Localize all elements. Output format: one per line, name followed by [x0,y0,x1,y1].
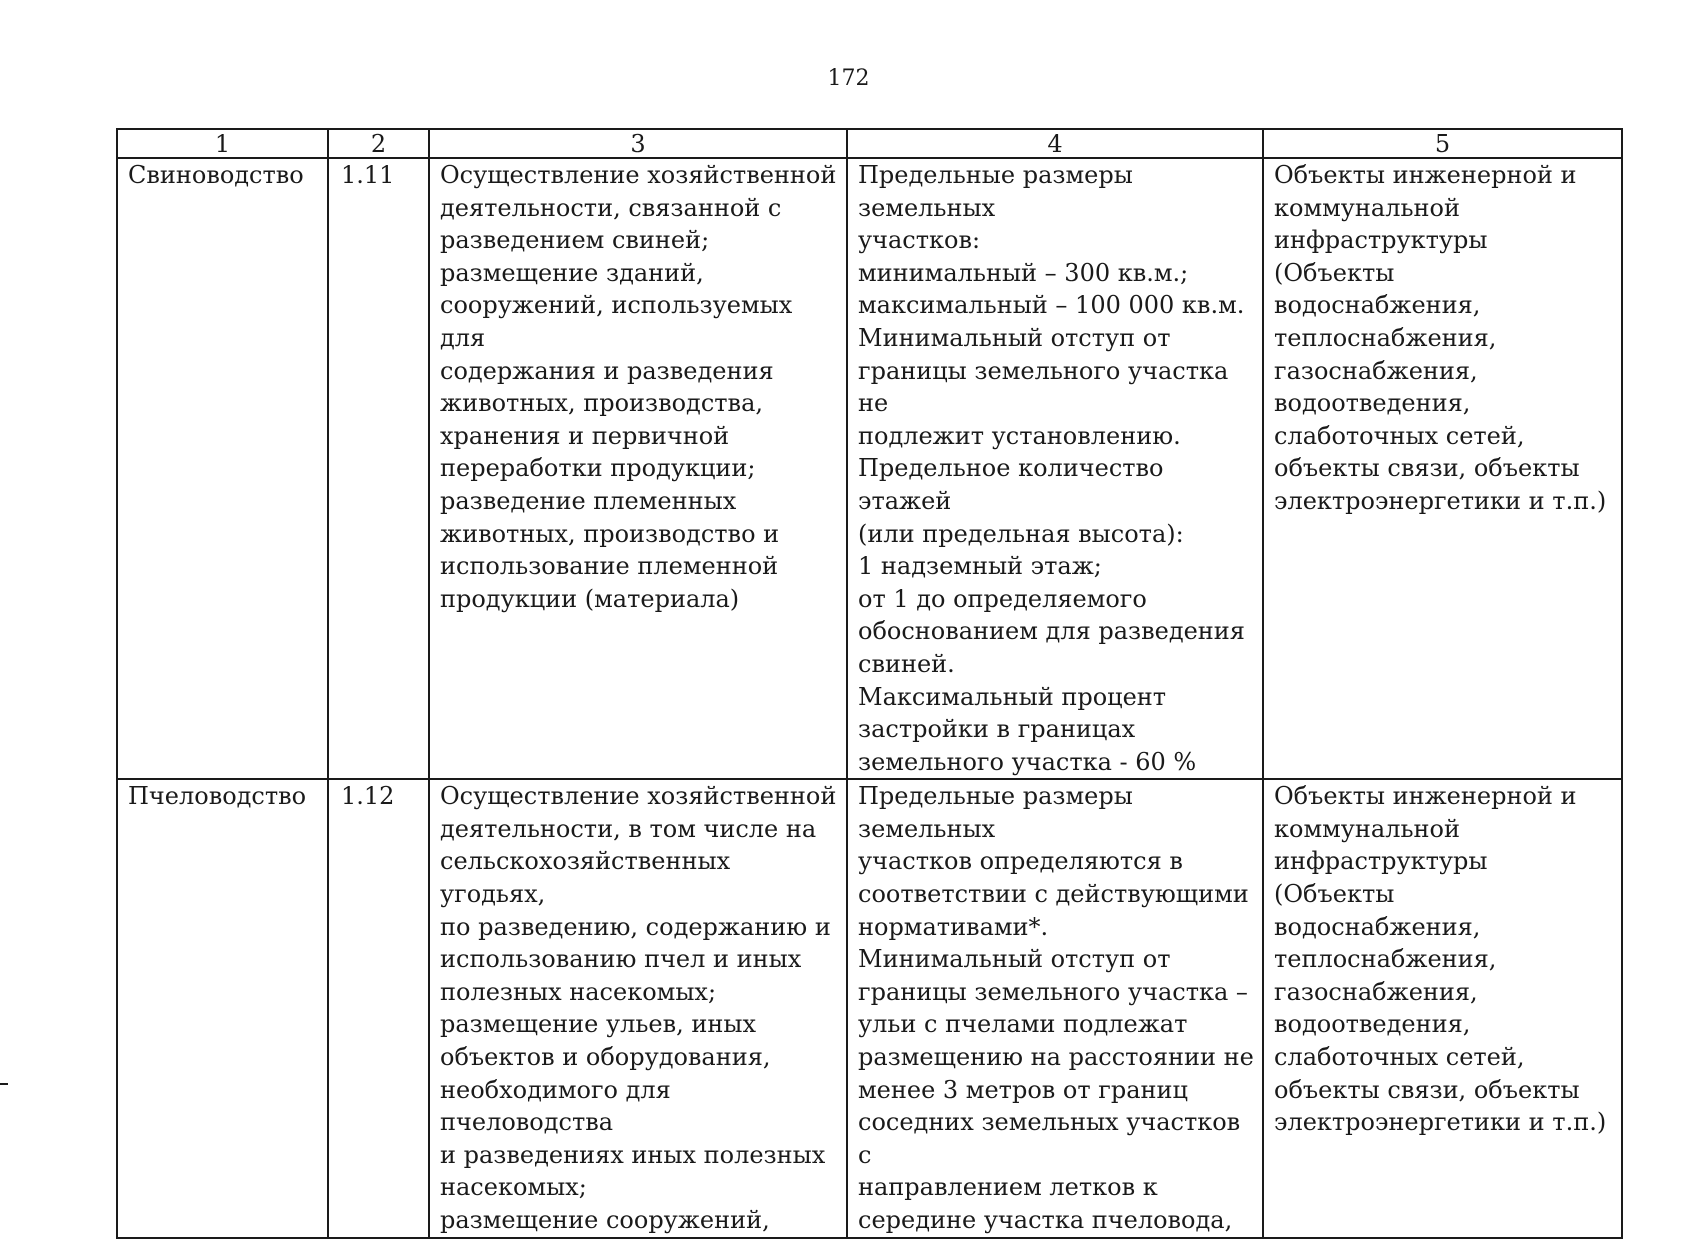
land-use-description-cell: Осуществление хозяйственной деятельности, в том числе на сельскохозяйственных угодьях, по разведению, содержанию и использованию пчел и иных полезных насекомых; размещение ульев, иных объектов и оборудования, необходимого для пчеловодства и разведениях иных полезных насекомых; размещение сооружений, [429,779,847,1237]
land-use-code-cell: 1.11 [328,158,429,779]
column-header-3: 3 [429,129,847,158]
column-header-5: 5 [1263,129,1622,158]
margin-mark [0,1083,8,1085]
land-use-name-cell: Пчеловодство [117,779,328,1237]
page-number: 172 [827,66,870,91]
column-header-4: 4 [847,129,1263,158]
column-header-1: 1 [117,129,328,158]
auxiliary-uses-cell: Объекты инженерной и коммунальной инфраструктуры (Объекты водоснабжения, теплоснабжения, газоснабжения, водоотведения, слаботочных сетей, объекты связи, объекты электроэнергетики и т.п.) [1263,158,1622,779]
land-use-parameters-cell: Предельные размеры земельных участков: минимальный – 300 кв.м.; максимальный – 100 000 кв.м. Минимальный отступ от границы земельного участка не подлежит установлению. Предельное количество этажей (или предельная высота): 1 надземный этаж; от 1 до определяемого обоснованием для разведения свиней. Максимальный процент застройки в границах земельного участка - 60 % [847,158,1263,779]
table-row [117,779,1622,1237]
land-use-name-cell: Свиноводство [117,158,328,779]
land-use-table [116,128,1623,1239]
column-header-2: 2 [328,129,429,158]
table-header-row [117,129,1622,158]
land-use-code-cell: 1.12 [328,779,429,1237]
table-row [117,158,1622,779]
land-use-description-cell: Осуществление хозяйственной деятельности, связанной с разведением свиней; размещение зданий, сооружений, используемых для содержания и разведения животных, производства, хранения и первичной переработки продукции; разведение племенных животных, производство и использование племенной продукции (материала) [429,158,847,779]
land-use-parameters-cell: Предельные размеры земельных участков определяются в соответствии с действующими нормативами*. Минимальный отступ от границы земельного участка – ульи с пчелами подлежат размещению на расстоянии не менее 3 метров от границ соседних земельных участков с направлением летков к середине участка пчеловода, [847,779,1263,1237]
auxiliary-uses-cell: Объекты инженерной и коммунальной инфраструктуры (Объекты водоснабжения, теплоснабжения, газоснабжения, водоотведения, слаботочных сетей, объекты связи, объекты электроэнергетики и т.п.) [1263,779,1622,1237]
